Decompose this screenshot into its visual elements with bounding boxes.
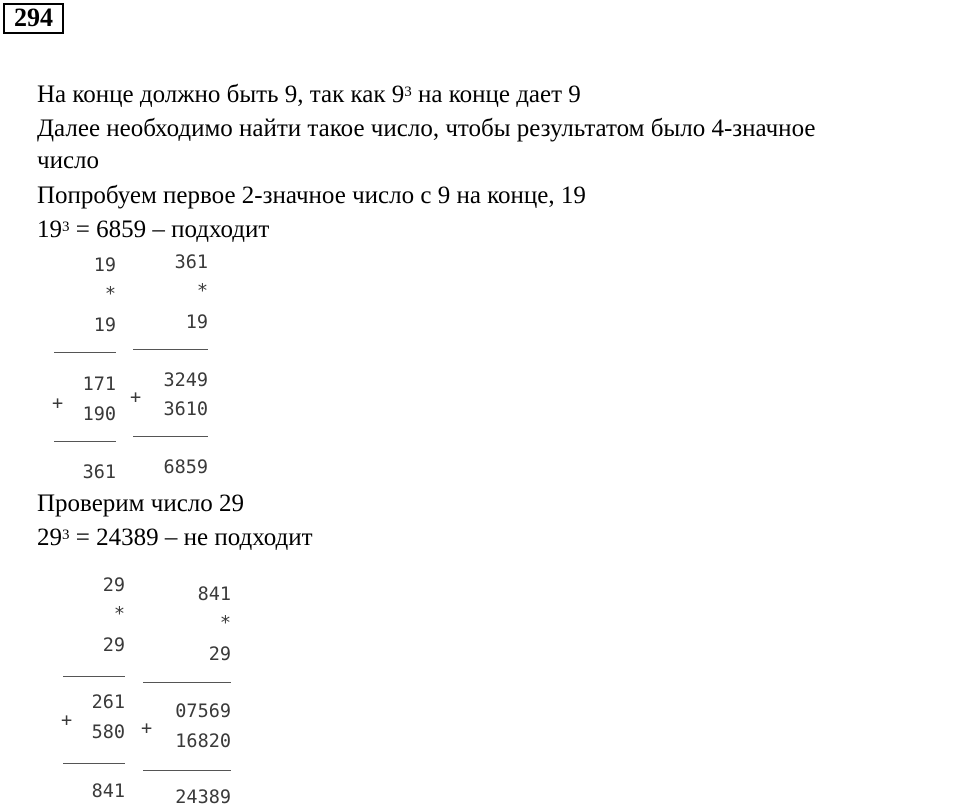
calc1-b-operator: * (196, 281, 208, 302)
calc2-b-partial-1: 07569 (175, 701, 231, 722)
text-line-7-b: = 24389 – не подходит (69, 524, 313, 551)
text-line-2: Далее необходимо найти такое число, чтобы результатом было 4-значное (37, 115, 816, 142)
calc2-b-rule-2 (143, 770, 231, 771)
text-line-5-b: = 6859 – подходит (69, 216, 270, 243)
text-line-5 (37, 215, 269, 245)
exponent-3: 3 (62, 527, 70, 543)
calc1-a-partial-2: 190 (82, 404, 116, 425)
calc1-b-plus: + (130, 387, 142, 408)
calc2-b-multiplier: 29 (208, 644, 231, 665)
calc2-a-operator: * (113, 604, 125, 625)
text-line-4: Попробуем первое 2-значное число с 9 на конце, 19 (37, 182, 586, 209)
calc2-b-multiplicand: 841 (197, 584, 231, 605)
calc2-b-result: 24389 (175, 787, 231, 808)
text-line-3: число (37, 147, 100, 174)
calc2-a-multiplier: 29 (102, 635, 125, 656)
calc1-a-plus: + (52, 393, 64, 414)
calc1-a-multiplicand: 19 (93, 255, 116, 276)
calc2-b-plus: + (141, 718, 153, 739)
calc2-a-partial-2: 580 (91, 722, 125, 743)
calc1-b-multiplicand: 361 (174, 252, 208, 273)
calc1-a-rule-2 (54, 441, 116, 442)
exponent-2: 3 (62, 219, 70, 235)
text-line-7 (37, 523, 313, 553)
text-line-1 (37, 80, 581, 110)
calc1-b-rule-1 (133, 349, 208, 350)
calc1-b-rule-2 (133, 436, 208, 437)
calc1-a-multiplier: 19 (93, 315, 116, 336)
calc2-a-partial-1: 261 (91, 692, 125, 713)
text-line-5-a: 19 (37, 216, 62, 243)
calc2-a-plus: + (61, 710, 73, 731)
calc1-a-result: 361 (82, 462, 116, 483)
text-line-7-a: 29 (37, 524, 62, 551)
calc2-a-multiplicand: 29 (102, 575, 125, 596)
problem-number-badge: 294 (3, 3, 64, 34)
calc1-b-partial-1: 3249 (163, 370, 208, 391)
calc2-a-rule-1 (63, 676, 125, 677)
text-line-1-a: На конце должно быть 9, так как 9 (37, 81, 405, 108)
calc1-b-partial-2: 3610 (163, 399, 208, 420)
calc2-b-operator: * (219, 613, 231, 634)
calc2-a-rule-2 (63, 763, 125, 764)
calc1-a-rule-1 (54, 352, 116, 353)
exponent-1: 3 (404, 84, 412, 100)
calc2-a-result: 841 (91, 781, 125, 802)
text-line-1-b: на конце дает 9 (411, 81, 581, 108)
calc2-b-partial-2: 16820 (175, 731, 231, 752)
text-line-6: Проверим число 29 (37, 490, 245, 517)
calc1-b-multiplier: 19 (185, 312, 208, 333)
calc1-b-result: 6859 (163, 457, 208, 478)
calc2-b-rule-1 (143, 682, 231, 683)
calc1-a-partial-1: 171 (82, 374, 116, 395)
calc1-a-operator: * (104, 284, 116, 305)
